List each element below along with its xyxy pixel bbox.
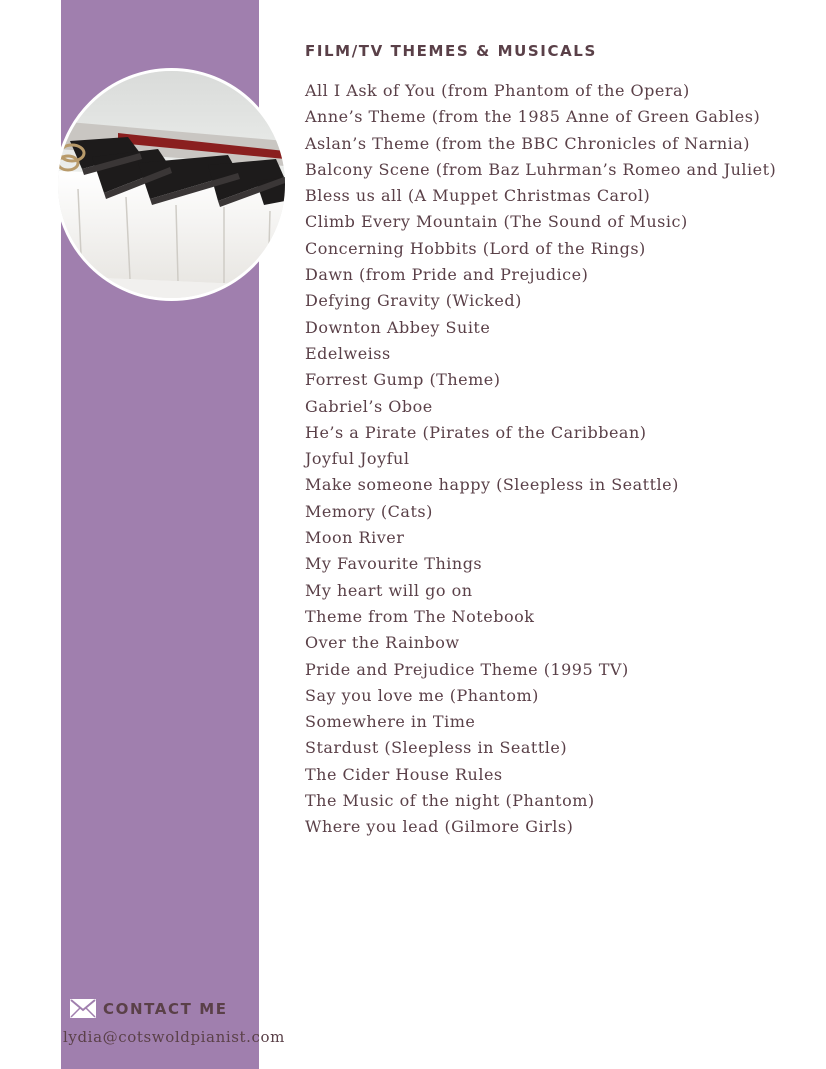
- song-item: Edelweiss: [305, 343, 391, 363]
- song-item: Stardust (Sleepless in Seattle): [305, 738, 568, 758]
- song-item: Memory (Cats): [305, 501, 433, 521]
- song-item: Forrest Gump (Theme): [305, 370, 501, 390]
- song-item: The Music of the night (Phantom): [305, 791, 595, 811]
- song-list: [305, 78, 785, 841]
- song-item: My heart will go on: [305, 580, 473, 600]
- song-item: My Favourite Things: [305, 554, 483, 574]
- song-item: Say you love me (Phantom): [305, 685, 539, 705]
- song-item: Over the Rainbow: [305, 633, 460, 653]
- song-item: Joyful Joyful: [305, 449, 410, 469]
- song-item: Moon River: [305, 528, 405, 548]
- song-item: Defying Gravity (Wicked): [305, 291, 522, 311]
- song-item: Where you lead (Gilmore Girls): [305, 817, 574, 837]
- song-item: Bless us all (A Muppet Christmas Carol): [305, 186, 651, 206]
- contact-email-link[interactable]: lydia@cotswoldpianist.com: [63, 1028, 285, 1046]
- piano-keys-photo: [55, 68, 288, 301]
- song-item: Downton Abbey Suite: [305, 317, 491, 337]
- contact-label: CONTACT ME: [103, 999, 228, 1018]
- song-item: Make someone happy (Sleepless in Seattle): [305, 475, 679, 495]
- song-item: Theme from The Notebook: [305, 606, 535, 626]
- song-item: Pride and Prejudice Theme (1995 TV): [305, 659, 629, 679]
- song-item: Somewhere in Time: [305, 712, 476, 732]
- song-item: Dawn (from Pride and Prejudice): [305, 265, 589, 285]
- song-item: Balcony Scene (from Baz Luhrman’s Romeo and Juliet): [305, 159, 777, 179]
- song-item: The Cider House Rules: [305, 764, 503, 784]
- song-item: All I Ask of You (from Phantom of the Opera): [305, 81, 690, 100]
- song-item: Concerning Hobbits (Lord of the Rings): [305, 238, 646, 258]
- song-item: Anne’s Theme (from the 1985 Anne of Green Gables): [305, 107, 761, 127]
- song-item: He’s a Pirate (Pirates of the Caribbean): [305, 422, 647, 442]
- song-item: Gabriel’s Oboe: [305, 396, 433, 416]
- song-item: Climb Every Mountain (The Sound of Music): [305, 212, 688, 232]
- song-item: Aslan’s Theme (from the BBC Chronicles of Narnia): [305, 133, 751, 153]
- section-heading: FILM/TV THEMES & MUSICALS: [305, 42, 597, 60]
- contact-block: [70, 999, 228, 1018]
- envelope-icon: [70, 999, 96, 1018]
